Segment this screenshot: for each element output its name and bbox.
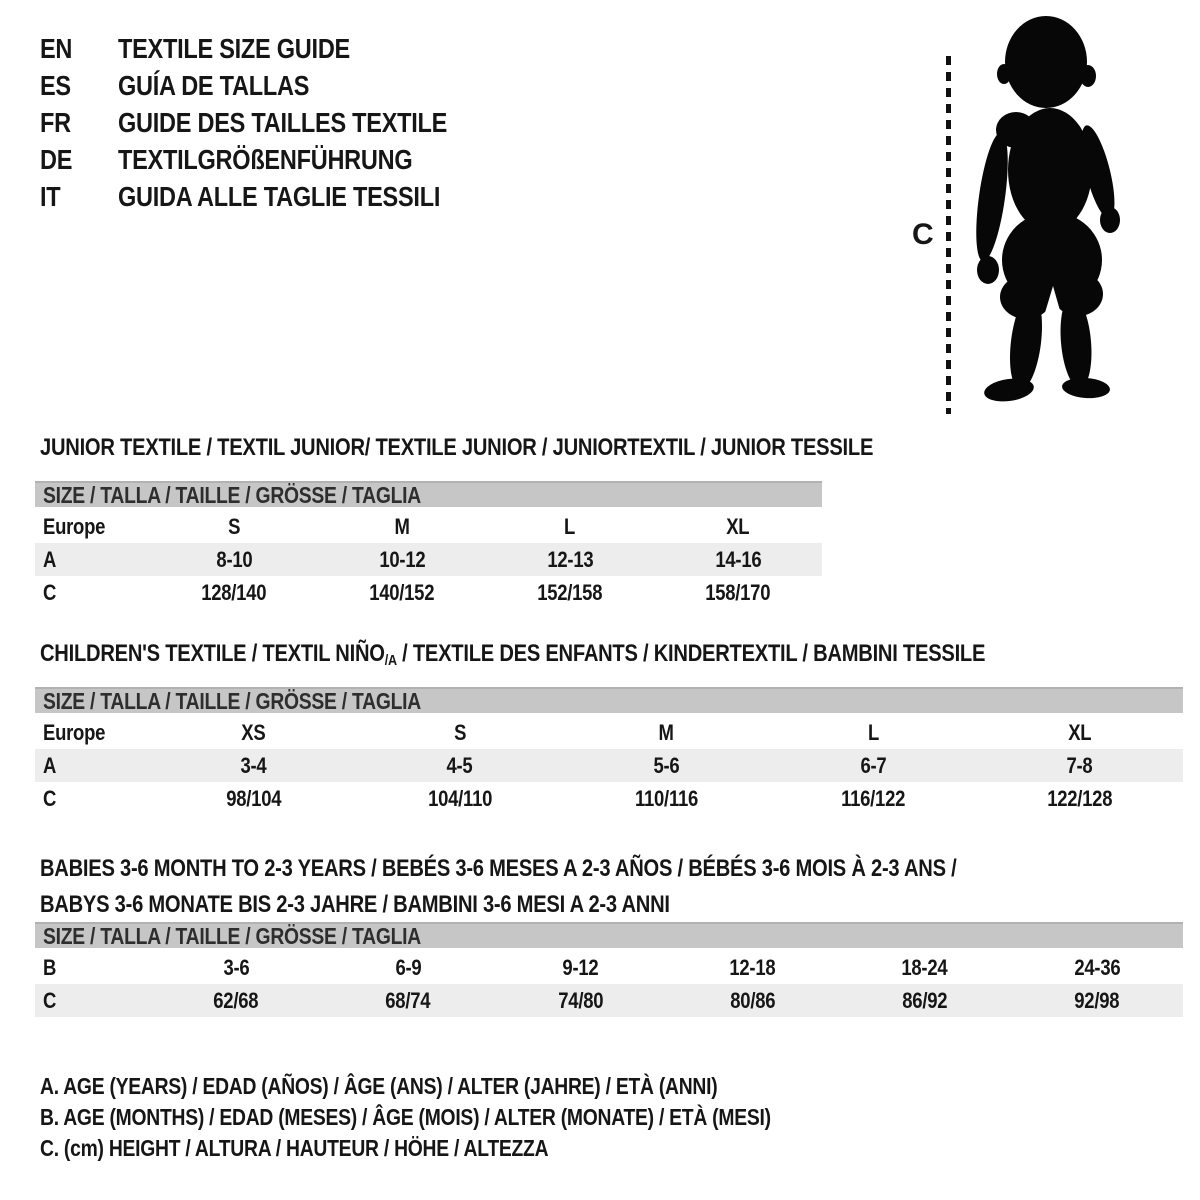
- children-title-part2: / TEXTILE DES ENFANTS / KINDERTEXTIL / BAMBINI TESSILE: [396, 640, 986, 667]
- age-value: 8-10: [216, 546, 252, 572]
- babies-row-months: [35, 951, 1183, 984]
- age-value: 7-8: [1066, 752, 1093, 778]
- age-value: 10-12: [378, 546, 426, 572]
- months-value: 9-12: [562, 954, 599, 980]
- height-value: 68/74: [385, 987, 431, 1013]
- months-value: 6-9: [395, 954, 422, 980]
- height-value: 62/68: [213, 987, 259, 1013]
- size-header-label: SIZE / TALLA / TAILLE / GRÖSSE / TAGLIA: [43, 481, 421, 508]
- height-value: 122/128: [1047, 785, 1113, 811]
- row-label-a: A: [43, 546, 57, 572]
- age-value: 6-7: [860, 752, 887, 778]
- size-header-label: SIZE / TALLA / TAILLE / GRÖSSE / TAGLIA: [43, 687, 421, 714]
- babies-row-height: [35, 984, 1183, 1017]
- junior-table: [35, 510, 822, 609]
- children-size-header-bar: [35, 687, 1183, 713]
- junior-size-table: [35, 481, 822, 609]
- lang-row-de: [40, 141, 510, 178]
- size-col-xl: XL: [1068, 719, 1092, 745]
- months-value: 12-18: [729, 954, 776, 980]
- junior-columns-row: [35, 510, 822, 543]
- children-columns-row: [35, 716, 1183, 749]
- height-value: 158/170: [705, 579, 771, 605]
- guide-title-de: TEXTILGRÖßENFÜHRUNG: [118, 143, 413, 175]
- children-title-sub: /A: [384, 652, 397, 669]
- age-value: 12-13: [546, 546, 594, 572]
- size-col-l: L: [867, 719, 879, 745]
- babies-table: [35, 951, 1183, 1017]
- lang-code-it: IT: [40, 180, 61, 212]
- guide-title-fr: GUIDE DES TAILLES TEXTILE: [118, 106, 448, 138]
- size-col-s: S: [453, 719, 466, 745]
- size-col-xs: XS: [241, 719, 266, 745]
- legend-line-a: A. AGE (YEARS) / EDAD (AÑOS) / ÂGE (ANS) / ALTER (JAHRE) / ETÀ (ANNI): [40, 1073, 718, 1099]
- junior-size-header-bar: [35, 481, 822, 507]
- height-value: 92/98: [1074, 987, 1120, 1013]
- size-col-m: M: [394, 513, 410, 539]
- height-value: 140/152: [369, 579, 435, 605]
- height-value: 110/116: [634, 785, 698, 811]
- baby-silhouette: [964, 12, 1136, 414]
- size-col-m: M: [658, 719, 675, 745]
- junior-row-height: [35, 576, 822, 609]
- legend-line-b: B. AGE (MONTHS) / EDAD (MESES) / ÂGE (MOIS) / ALTER (MONATE) / ETÀ (MESI): [40, 1104, 771, 1130]
- junior-section-title: JUNIOR TEXTILE / TEXTIL JUNIOR/ TEXTILE JUNIOR / JUNIORTEXTIL / JUNIOR TESSILE: [40, 434, 874, 461]
- size-col-s: S: [227, 513, 241, 539]
- lang-row-it: [40, 178, 510, 215]
- age-value: 14-16: [714, 546, 762, 572]
- babies-size-header-bar: [35, 922, 1183, 948]
- guide-title-en: TEXTILE SIZE GUIDE: [118, 32, 350, 64]
- size-col-xl: XL: [726, 513, 750, 539]
- row-label-c: C: [43, 579, 57, 605]
- age-value: 5-6: [653, 752, 680, 778]
- babies-section-title: [40, 851, 956, 923]
- lang-code-de: DE: [40, 143, 73, 175]
- lang-code-en: EN: [40, 32, 73, 64]
- lang-row-fr: [40, 104, 510, 141]
- height-value: 116/122: [841, 785, 906, 811]
- months-value: 24-36: [1073, 954, 1120, 980]
- lang-code-es: ES: [40, 69, 71, 101]
- height-value: 74/80: [557, 987, 603, 1013]
- row-label-c: C: [43, 785, 57, 811]
- height-dashed-line: [946, 56, 951, 414]
- lang-row-es: [40, 67, 510, 104]
- height-value: 86/92: [902, 987, 948, 1013]
- size-col-l: L: [564, 513, 576, 539]
- babies-size-table: [35, 922, 1183, 1017]
- height-value: 128/140: [201, 579, 267, 605]
- babies-title-line2: BABYS 3-6 MONATE BIS 2-3 JAHRE / BAMBINI 3-6 MESI A 2-3 ANNI: [40, 891, 670, 918]
- children-size-table: [35, 687, 1183, 815]
- legend-block: [40, 1071, 771, 1164]
- region-label-cell: Europe: [43, 719, 106, 745]
- age-value: 4-5: [446, 752, 473, 778]
- lang-code-fr: FR: [40, 106, 71, 138]
- height-label-c: C: [912, 218, 934, 251]
- children-row-height: [35, 782, 1183, 815]
- children-row-age: [35, 749, 1183, 782]
- guide-title-it: GUIDA ALLE TAGLIE TESSILI: [118, 180, 441, 212]
- height-value: 98/104: [225, 785, 281, 811]
- size-header-label: SIZE / TALLA / TAILLE / GRÖSSE / TAGLIA: [43, 922, 421, 949]
- region-label-cell: Europe: [43, 513, 106, 539]
- row-label-a: A: [43, 752, 57, 778]
- row-label-c: C: [43, 987, 57, 1013]
- junior-row-age: [35, 543, 822, 576]
- children-title-part1: CHILDREN'S TEXTILE / TEXTIL NIÑO: [40, 640, 385, 667]
- children-table: [35, 716, 1183, 815]
- guide-title-es: GUÍA DE TALLAS: [118, 69, 310, 101]
- months-value: 18-24: [901, 954, 948, 980]
- months-value: 3-6: [223, 954, 250, 980]
- children-section-title: [40, 640, 985, 669]
- height-value: 80/86: [730, 987, 776, 1013]
- height-value: 152/158: [537, 579, 603, 605]
- babies-title-line1: BABIES 3-6 MONTH TO 2-3 YEARS / BEBÉS 3-6 MESES A 2-3 AÑOS / BÉBÉS 3-6 MOIS À 2-3 ANS /: [40, 855, 957, 882]
- height-value: 104/110: [427, 785, 492, 811]
- age-value: 3-4: [240, 752, 267, 778]
- row-label-b: B: [43, 954, 57, 980]
- lang-row-en: [40, 30, 510, 67]
- language-title-block: [40, 30, 510, 215]
- legend-line-c: C. (cm) HEIGHT / ALTURA / HAUTEUR / HÖHE / ALTEZZA: [40, 1135, 549, 1161]
